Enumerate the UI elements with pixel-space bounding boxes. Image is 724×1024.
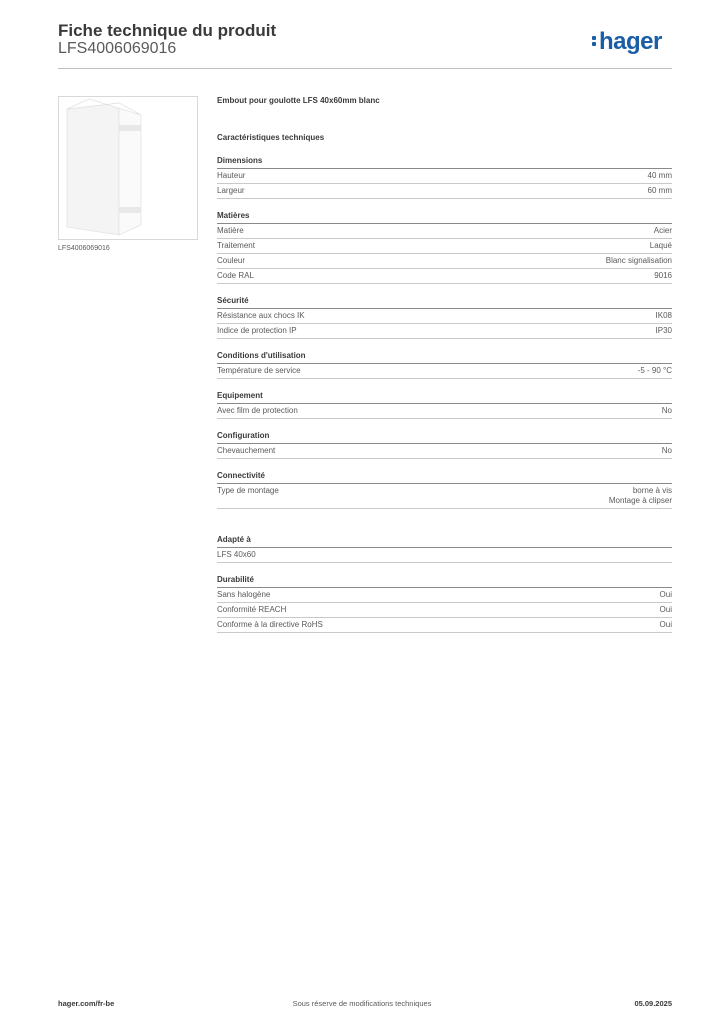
- header-divider: [58, 68, 672, 69]
- section-title: Sécurité: [217, 296, 672, 309]
- spec-row: [217, 254, 672, 269]
- end-cap-illustration: [59, 97, 197, 239]
- row-label: Type de montage: [217, 486, 279, 495]
- section-title: Equipement: [217, 391, 672, 404]
- spec-row: [217, 364, 672, 379]
- row-value: 40 mm: [647, 171, 672, 180]
- spec-content: [217, 96, 672, 645]
- row-label: Couleur: [217, 256, 246, 265]
- section-title: Conditions d'utilisation: [217, 351, 672, 364]
- footer-notice: Sous réserve de modifications techniques: [292, 999, 432, 1008]
- spec-section: [217, 391, 672, 419]
- spec-section: [217, 211, 672, 284]
- logo-dots-icon: [592, 34, 597, 48]
- spec-sections: [217, 156, 672, 509]
- spec-section: [217, 156, 672, 199]
- row-value: Acier: [653, 226, 672, 235]
- footer-date: 05.09.2025: [634, 999, 672, 1008]
- row-value: [609, 486, 672, 506]
- product-image: [58, 96, 198, 240]
- specs-heading: Caractéristiques techniques: [217, 133, 325, 142]
- row-label: Résistance aux chocs IK: [217, 311, 305, 320]
- row-label: Code RAL: [217, 271, 254, 280]
- row-value: -5 - 90 °C: [637, 366, 672, 375]
- row-value: 9016: [654, 271, 672, 280]
- row-value: Blanc signalisation: [605, 256, 672, 265]
- row-label: Indice de protection IP: [217, 326, 297, 335]
- row-value: Oui: [659, 605, 672, 614]
- spec-section: [217, 431, 672, 459]
- row-label: Hauteur: [217, 171, 246, 180]
- page-title: Fiche technique du produit: [58, 21, 277, 40]
- spec-row: [217, 169, 672, 184]
- row-value: Laqué: [649, 241, 672, 250]
- spec-row: [217, 603, 672, 618]
- spec-row: [217, 588, 672, 603]
- spec-row: [217, 239, 672, 254]
- row-label: Avec film de protection: [217, 406, 298, 415]
- product-name: Embout pour goulotte LFS 40x60mm blanc: [217, 96, 380, 105]
- row-value: No: [661, 406, 672, 415]
- spec-row: [217, 309, 672, 324]
- spec-row: [217, 484, 672, 509]
- product-code: LFS4006069016: [58, 40, 177, 57]
- spec-row: [217, 184, 672, 199]
- row-label: Sans halogène: [217, 590, 271, 599]
- image-caption: LFS4006069016: [58, 245, 110, 252]
- adapted-section: [217, 535, 672, 563]
- section-title: Matières: [217, 211, 672, 224]
- row-label: Température de service: [217, 366, 301, 375]
- row-value-line: borne à vis: [632, 486, 672, 495]
- row-value: Oui: [659, 590, 672, 599]
- row-label: LFS 40x60: [217, 550, 256, 559]
- durability-section: [217, 575, 672, 633]
- spec-section: [217, 351, 672, 379]
- hager-logo: hager: [592, 28, 662, 56]
- footer-website-link[interactable]: hager.com/fr-be: [58, 999, 115, 1008]
- row-label: Traitement: [217, 241, 255, 250]
- row-value-line: Montage à clipser: [608, 496, 672, 505]
- row-label: Conformité REACH: [217, 605, 287, 614]
- spec-row: [217, 324, 672, 339]
- row-value: Oui: [659, 620, 672, 629]
- row-label: Conforme à la directive RoHS: [217, 620, 323, 629]
- section-title: Durabilité: [217, 575, 672, 588]
- spec-row: [217, 224, 672, 239]
- section-title: Dimensions: [217, 156, 672, 169]
- spec-row: [217, 618, 672, 633]
- row-label: Matière: [217, 226, 244, 235]
- row-value: No: [661, 446, 672, 455]
- row-value: IK08: [655, 311, 672, 320]
- section-title: Configuration: [217, 431, 672, 444]
- row-value: IP30: [655, 326, 672, 335]
- row-label: Largeur: [217, 186, 245, 195]
- spec-row: [217, 404, 672, 419]
- spec-row: [217, 548, 672, 563]
- spec-row: [217, 444, 672, 459]
- row-value: 60 mm: [647, 186, 672, 195]
- section-title: Connectivité: [217, 471, 672, 484]
- section-title: Adapté à: [217, 535, 672, 548]
- spec-section: [217, 471, 672, 509]
- spec-section: [217, 296, 672, 339]
- spec-row: [217, 269, 672, 284]
- row-label: Chevauchement: [217, 446, 276, 455]
